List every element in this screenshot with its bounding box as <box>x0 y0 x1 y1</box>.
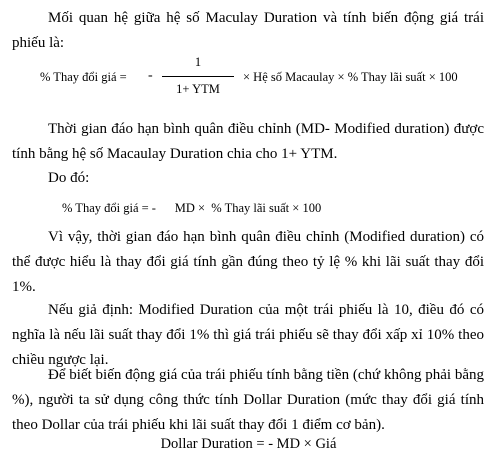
paragraph-modified-duration-definition: Thời gian đáo hạn bình quân điều chỉnh (MD- Modified duration) được tính bằng hệ số Macaulay Duration chia cho 1+ YTM. <box>12 121 484 162</box>
paragraph-macaulay-relation: Mối quan hệ giữa hệ số Maculay Duration và tính biến động giá trái phiếu là: <box>12 10 484 51</box>
paragraph-therefore: Do đó: <box>48 170 90 186</box>
formula-price-change-macaulay <box>40 55 480 105</box>
formula-rhs: × Hệ số Macaulay × % Thay lãi suất × 100 <box>243 70 458 84</box>
formula-minus-sign: - <box>148 68 153 83</box>
fraction-bar <box>162 76 234 77</box>
formula-fraction <box>162 55 234 105</box>
fraction-numerator: 1 <box>194 55 202 69</box>
formula-dollar-duration: Dollar Duration = - MD × Giá <box>160 436 337 452</box>
paragraph-md-interpretation: Vì vậy, thời gian đáo hạn bình quân điều chỉnh (Modified duration) có thể được hiểu là thay đổi giá tính gần đúng theo tỷ lệ % khi lãi suất thay đổi 1%. <box>12 229 484 295</box>
paragraph-assumption-example: Nếu giả định: Modified Duration của một trái phiếu là 10, điều đó có nghĩa là nếu lãi suất thay đổi 1% thì giá trái phiếu sẽ thay đổi xấp xỉ 10% theo chiều ngược lại. <box>12 302 484 368</box>
formula-lhs: % Thay đổi giá = <box>40 70 127 84</box>
fraction-denominator: 1+ YTM <box>176 82 220 96</box>
paragraph-dollar-duration: Để biết biến động giá của trái phiếu tính bằng tiền (chứ không phải bằng %), người ta sử dụng công thức tính Dollar Duration (mức thay đổi giá tính theo Dollar của trái phiếu khi lãi suất thay đổi 1 điểm cơ bản). <box>12 367 484 433</box>
formula-price-change-md: % Thay đổi giá = - MD × % Thay lãi suất × 100 <box>62 201 322 215</box>
